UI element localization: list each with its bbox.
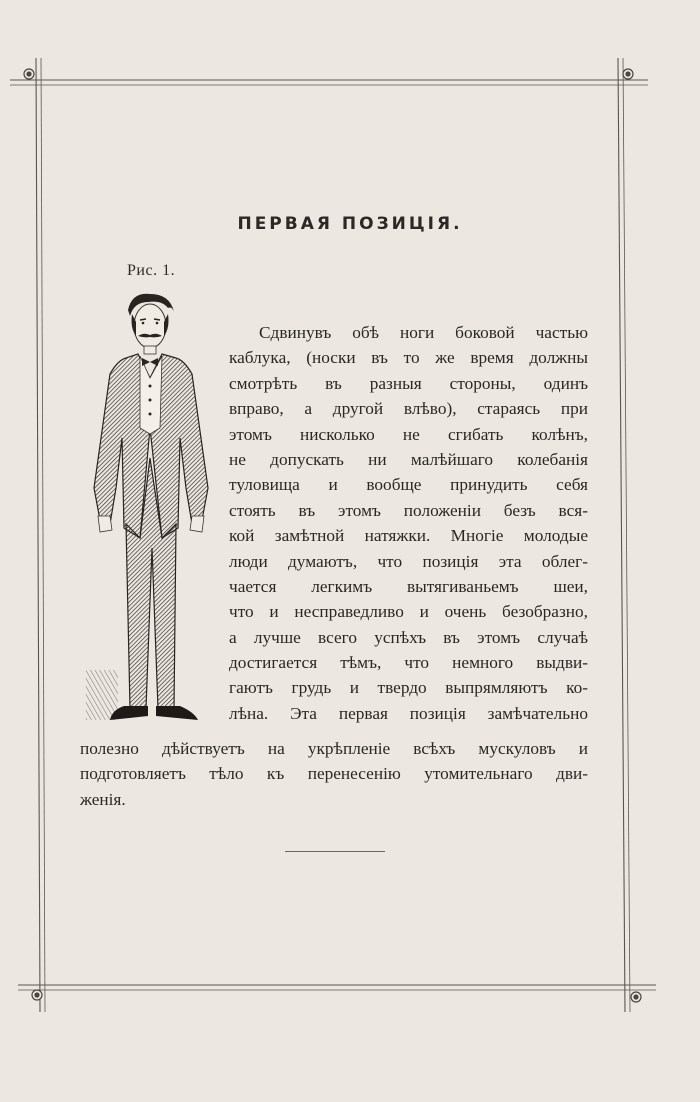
corner-rosette-bottom-right — [631, 992, 641, 1002]
text-line: не допускать ни малѣйшаго колебанія — [229, 449, 588, 469]
text-line: Сдвинувъ обѣ ноги боковой частью — [259, 323, 588, 342]
section-end-rule — [285, 851, 385, 852]
text-line: лѣна. Эта первая позиція замѣчательно — [229, 703, 588, 723]
paragraph-block-beside-figure — [229, 320, 588, 726]
corner-rosette-top-left — [24, 69, 34, 79]
text-line: вправо, а другой влѣво), стараясь при — [229, 399, 588, 419]
text-line: достигается тѣмъ, что немного выдви- — [229, 653, 588, 673]
corner-rosette-bottom-left — [32, 990, 42, 1000]
text-line: женія. — [80, 789, 126, 809]
text-line: туловища и вообще принудить себя — [229, 475, 588, 495]
text-line: этомъ нисколько не сгибать колѣнъ, — [229, 424, 588, 444]
text-line: полезно дѣйствуетъ на укрѣпленіе всѣхъ мускуловъ и — [80, 739, 588, 758]
page-title: ПЕРВАЯ ПОЗИЦІЯ. — [237, 214, 463, 234]
text-line: люди думаютъ, что позиція эта облег- — [229, 551, 588, 571]
text-line: каблука, (носки въ то же время должны — [229, 348, 588, 368]
text-line: смотрѣть въ разныя стороны, одинъ — [229, 373, 588, 393]
gentleman-illustration — [82, 288, 222, 728]
corner-rosette-top-right — [623, 69, 633, 79]
text-line: что и несправедливо и очень безобразно, — [229, 602, 588, 622]
text-line: стоять въ этомъ положеніи безъ вся- — [229, 500, 588, 520]
text-line: гаютъ грудь и твердо выпрямляютъ ко- — [229, 678, 588, 698]
text-line: подготовляетъ тѣло къ перенесенію утомительнаго дви- — [80, 764, 588, 784]
text-line: чается легкимъ вытягиваньемъ шеи, — [229, 576, 588, 596]
paragraph-block-full-width — [80, 736, 588, 812]
figure-caption: Рис. 1. — [127, 262, 176, 279]
text-line: а лучше всего успѣхъ въ этомъ случаѣ — [229, 627, 588, 647]
text-line: кой замѣтной натяжки. Многіе молодые — [229, 526, 588, 546]
